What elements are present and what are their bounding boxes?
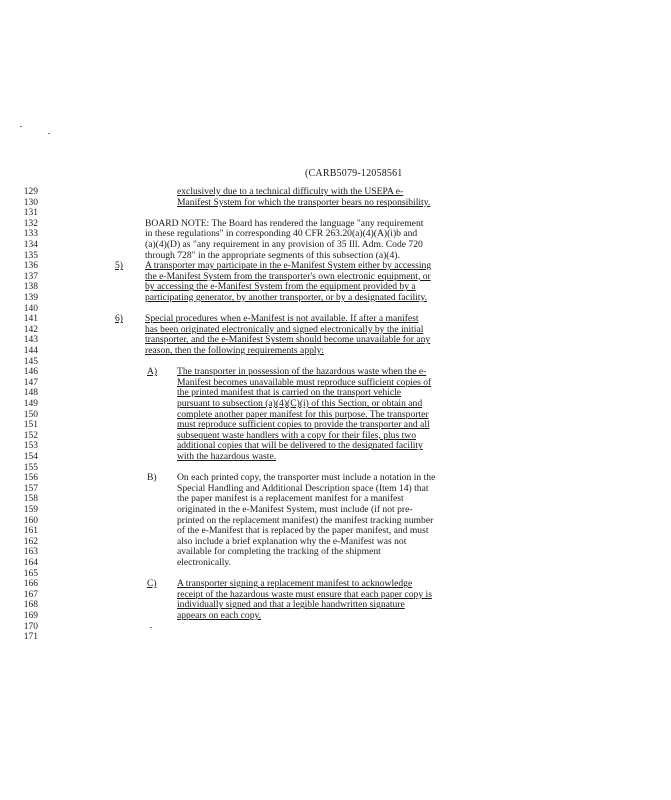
text-line-163: also include a brief explanation why the e-Manifest was not — [177, 535, 407, 547]
line-number: 162 — [23, 536, 38, 547]
text-line-137: A transporter may participate in the e-Manifest System either by accessing — [145, 260, 432, 272]
text-line-157: On each printed copy, the transporter must include a notation in the — [177, 472, 436, 484]
text-line-151: complete another paper manifest for this purpose. The transporter — [177, 408, 429, 420]
line-number: 168 — [23, 600, 38, 611]
text-line-133: in these regulations" in corresponding 40 CFR 263.20(a)(4)(A)(i)b and — [145, 228, 418, 240]
line-number: 144 — [23, 346, 38, 356]
text-line-169: individually signed and that a legible handwritten signature — [177, 599, 405, 611]
text-line-132: BOARD NOTE: The Board has rendered the language "any requirement — [145, 217, 424, 229]
line-number: 152 — [23, 430, 38, 441]
line-number: 139 — [23, 293, 38, 303]
line-number: 170 — [23, 621, 38, 632]
text-line-140: participating generator, by another transporter, or by a designated facility. — [145, 292, 428, 303]
text-line-138: the e-Manifest System from the transporter's own electronic equipment, or — [145, 270, 431, 282]
line-number: 151 — [23, 420, 38, 431]
line-number: 171 — [23, 632, 38, 643]
line-number: 150 — [23, 409, 38, 420]
text-line-142: Special procedures when e-Manifest is not available. If after a manifest — [145, 313, 419, 325]
text-line-150: pursuant to subsection (a)(4)(C)(i) of this Section, or obtain and — [177, 398, 423, 409]
line-number: 140 — [23, 303, 38, 314]
line-number: 131 — [23, 208, 38, 219]
line-number: 153 — [23, 441, 38, 452]
line-number: 166 — [23, 579, 38, 590]
text-line-129: exclusively due to a technical difficulty with the USEPA e- — [177, 186, 404, 197]
text-line-162: of the e-Manifest that is replaced by the paper manifest, and must — [177, 525, 429, 537]
line-number: 167 — [23, 589, 38, 600]
text-line-167: A transporter signing a replacement manifest to acknowledge — [177, 578, 413, 590]
line-number: 165 — [23, 568, 38, 579]
text-line-165: electronically. — [177, 557, 231, 568]
line-number: 157 — [23, 483, 38, 494]
text-line-139: by accessing the e-Manifest System from the equipment provided by a — [145, 281, 416, 293]
document-id-header: (CARB5079-12058561 — [305, 168, 403, 179]
line-number: 155 — [23, 462, 38, 473]
text-line-149: the printed manifest that is carried on the transport vehicle — [177, 387, 402, 399]
line-number: 164 — [23, 558, 38, 568]
item-marker-b: B) — [147, 472, 157, 484]
line-number: 136 — [23, 261, 38, 272]
line-number: 133 — [23, 229, 38, 240]
text-line-147: The transporter in possession of the hazardous waste when the e- — [177, 366, 427, 378]
scan-speck — [48, 133, 50, 134]
text-line-154: additional copies that will be delivered to the designated facility — [177, 440, 423, 452]
line-number: 130 — [23, 197, 38, 208]
line-number: 148 — [23, 388, 38, 399]
line-number: 135 — [23, 250, 38, 261]
text-line-155: with the hazardous waste. — [177, 451, 277, 462]
text-line-159: the paper manifest is a replacement manifest for a manifest — [177, 493, 404, 505]
line-number: 146 — [23, 367, 38, 378]
text-line-135: through 728" in the appropriate segments of this subsection (a)(4). — [145, 249, 400, 261]
text-line-145: reason, then the following requirements apply: — [145, 345, 325, 356]
text-line-143: has been originated electronically and signed electronically by the initial — [145, 323, 424, 335]
line-number: 156 — [23, 473, 38, 484]
text-line-158: Special Handling and Additional Description space (Item 14) that — [177, 482, 429, 494]
line-number: 129 — [23, 187, 38, 197]
scan-speck — [150, 627, 152, 628]
text-line-164: available for completing the tracking of the shipment — [177, 546, 381, 558]
item-marker-5: 5) — [115, 260, 123, 272]
line-number: 158 — [23, 494, 38, 505]
item-marker-c: C) — [147, 578, 157, 590]
line-number: 160 — [23, 515, 38, 526]
scan-speck — [20, 126, 22, 127]
line-number: 143 — [23, 335, 38, 346]
text-line-144: transporter, and the e-Manifest System should become unavailable for any — [145, 334, 431, 346]
line-number: 163 — [23, 547, 38, 558]
line-number: 169 — [23, 611, 38, 621]
item-marker-6: 6) — [115, 313, 123, 325]
item-marker-a: A) — [147, 366, 158, 378]
line-number: 137 — [23, 271, 38, 282]
text-line-134: (a)(4)(D) as "any requirement in any provision of 35 Ill. Adm. Code 720 — [145, 239, 423, 250]
line-number: 142 — [23, 324, 38, 335]
text-line-153: subsequent waste handlers with a copy for their files, plus two — [177, 429, 416, 441]
text-line-160: originated in the e-Manifest System, must include (if not pre- — [177, 504, 413, 515]
line-number: 154 — [23, 452, 38, 462]
text-line-148: Manifest becomes unavailable must reproduce sufficient copies of — [177, 376, 432, 388]
text-line-168: receipt of the hazardous waste must ensure that each paper copy is — [177, 588, 432, 600]
line-number: 145 — [23, 356, 38, 367]
text-line-161: printed on the replacement manifest) the manifest tracking number — [177, 514, 434, 526]
line-number: 161 — [23, 526, 38, 537]
line-number: 147 — [23, 377, 38, 388]
text-line-170: appears on each copy. — [177, 610, 262, 621]
line-number: 149 — [23, 399, 38, 409]
line-number: 141 — [23, 314, 38, 325]
line-number: 138 — [23, 282, 38, 293]
line-number: 134 — [23, 240, 38, 250]
line-number: 159 — [23, 505, 38, 515]
text-line-152: must reproduce sufficient copies to provide the transporter and all — [177, 419, 430, 431]
line-number: 132 — [23, 218, 38, 229]
text-line-130: Manifest System for which the transporter bears no responsibility. — [177, 196, 431, 208]
